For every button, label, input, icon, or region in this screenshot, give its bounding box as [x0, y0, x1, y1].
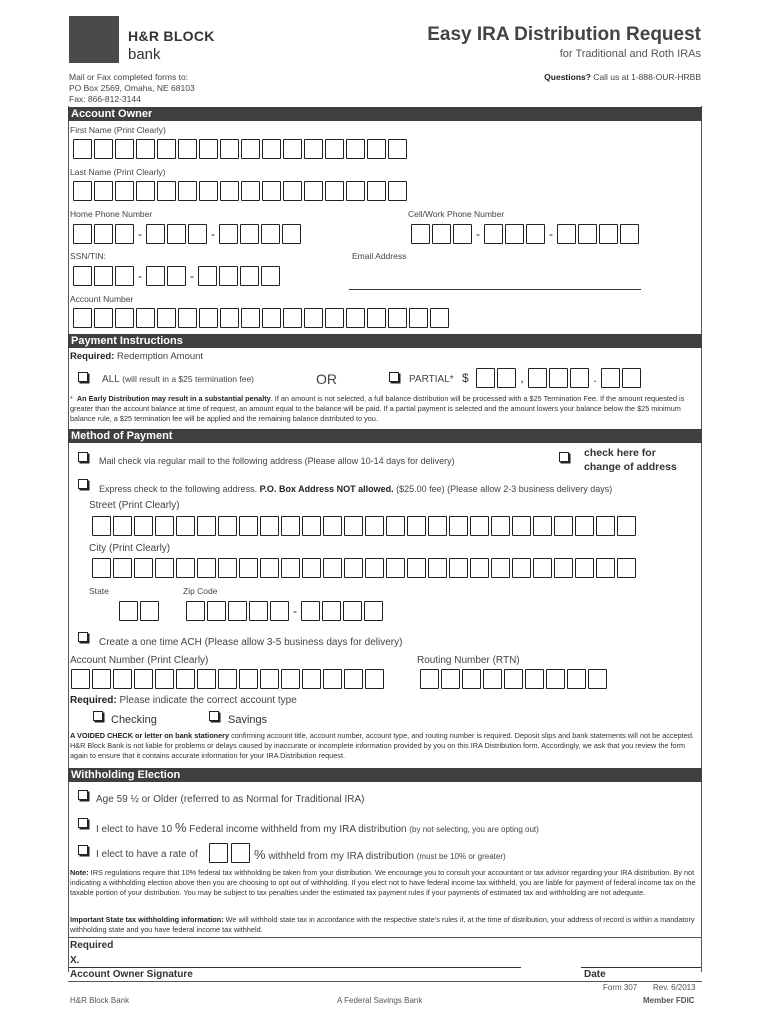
char-box[interactable]	[136, 181, 155, 201]
char-box[interactable]	[207, 601, 226, 621]
char-box[interactable]	[281, 558, 300, 578]
char-box[interactable]	[73, 266, 92, 286]
date-label: Date	[584, 969, 606, 980]
char-box[interactable]	[240, 224, 259, 244]
char-box[interactable]	[344, 558, 363, 578]
char-box[interactable]	[260, 669, 279, 689]
char-box[interactable]	[365, 558, 384, 578]
char-box[interactable]	[178, 181, 197, 201]
char-box[interactable]	[367, 139, 386, 159]
separator: ,	[520, 371, 524, 385]
form-number: Form 307	[603, 983, 638, 992]
char-box[interactable]	[113, 558, 132, 578]
char-box[interactable]	[617, 558, 636, 578]
char-box[interactable]	[428, 516, 447, 536]
char-box[interactable]	[557, 224, 576, 244]
char-box[interactable]	[199, 139, 218, 159]
char-box[interactable]	[365, 669, 384, 689]
char-box[interactable]	[209, 843, 228, 863]
char-box[interactable]	[240, 266, 259, 286]
account-number-label: Account Number	[70, 294, 134, 304]
char-box[interactable]	[449, 558, 468, 578]
char-box[interactable]	[344, 669, 363, 689]
email-input-line[interactable]	[349, 289, 641, 290]
section-withholding-election: Withholding Election	[68, 768, 702, 782]
char-box[interactable]	[470, 558, 489, 578]
char-box[interactable]	[554, 558, 573, 578]
char-box[interactable]	[167, 266, 186, 286]
rate-suffix: % withheld from my IRA distribution (must be 10% or greater)	[254, 847, 506, 862]
separator: -	[138, 227, 142, 241]
account-type-required: Required: Please indicate the correct account type	[70, 695, 297, 706]
cell-phone-label: Cell/Work Phone Number	[408, 209, 505, 219]
char-box[interactable]	[134, 669, 153, 689]
char-box[interactable]	[260, 516, 279, 536]
char-box[interactable]	[588, 669, 607, 689]
ten-percent-checkbox[interactable]	[78, 818, 88, 828]
char-box[interactable]	[364, 601, 383, 621]
savings-checkbox[interactable]	[209, 711, 219, 721]
form-subtitle: for Traditional and Roth IRAs	[559, 48, 701, 60]
char-box[interactable]	[92, 669, 111, 689]
ach-label: Create a one time ACH (Please allow 3-5 business days for delivery)	[99, 637, 403, 648]
char-box[interactable]	[220, 139, 239, 159]
separator: -	[211, 227, 215, 241]
char-box[interactable]	[261, 224, 280, 244]
char-box[interactable]	[199, 181, 218, 201]
ach-checkbox[interactable]	[78, 632, 88, 642]
char-box[interactable]	[92, 516, 111, 536]
char-box[interactable]	[176, 516, 195, 536]
char-box[interactable]	[407, 516, 426, 536]
char-box[interactable]	[322, 601, 341, 621]
char-box[interactable]	[249, 601, 268, 621]
char-box[interactable]	[388, 139, 407, 159]
all-option: ALL (will result in a $25 termination fee)	[102, 374, 255, 385]
footer-bank: H&R Block Bank	[70, 996, 130, 1005]
char-box[interactable]	[462, 669, 481, 689]
char-box[interactable]	[178, 308, 197, 328]
form-title: Easy IRA Distribution Request	[427, 24, 701, 45]
brand-sub: bank	[128, 46, 161, 63]
section-method-of-payment: Method of Payment	[68, 429, 702, 443]
char-box[interactable]	[119, 601, 138, 621]
char-box[interactable]	[136, 308, 155, 328]
mail-check-label: Mail check via regular mail to the following address (Please allow 10-14 days for delivery)	[99, 456, 455, 466]
account-number-input[interactable]	[73, 308, 449, 328]
char-box[interactable]	[430, 308, 449, 328]
char-box[interactable]	[94, 224, 113, 244]
char-box[interactable]	[115, 224, 134, 244]
char-box[interactable]	[239, 558, 258, 578]
char-box[interactable]	[197, 516, 216, 536]
char-box[interactable]	[599, 224, 618, 244]
express-label: Express check to the following address. P.O. Box Address NOT allowed. ($25.00 fee) (Please allow 2-3 business delivery days)	[99, 484, 613, 494]
char-box[interactable]	[176, 558, 195, 578]
char-box[interactable]	[73, 308, 92, 328]
rate-input[interactable]	[209, 843, 250, 863]
savings-label: Savings	[228, 714, 268, 726]
char-box[interactable]	[94, 181, 113, 201]
date-line[interactable]	[581, 967, 701, 968]
char-box[interactable]	[596, 516, 615, 536]
char-box[interactable]	[157, 181, 176, 201]
char-box[interactable]	[73, 181, 92, 201]
routing-label: Routing Number (RTN)	[417, 655, 520, 666]
char-box[interactable]	[484, 224, 503, 244]
redemption-required: Required: Redemption Amount	[70, 351, 204, 362]
char-box[interactable]	[491, 516, 510, 536]
char-box[interactable]	[136, 139, 155, 159]
signature-divider	[68, 937, 702, 938]
char-box[interactable]	[367, 181, 386, 201]
char-box[interactable]	[73, 139, 92, 159]
signature-label: Account Owner Signature	[70, 969, 193, 980]
char-box[interactable]	[325, 181, 344, 201]
char-box[interactable]	[325, 308, 344, 328]
separator: -	[138, 269, 142, 283]
ssn-label: SSN/TIN:	[70, 251, 106, 261]
first-name-input[interactable]	[73, 139, 407, 159]
char-box[interactable]	[155, 669, 174, 689]
char-box[interactable]	[388, 181, 407, 201]
char-box[interactable]	[197, 558, 216, 578]
city-input[interactable]	[92, 558, 636, 578]
char-box[interactable]	[596, 558, 615, 578]
char-box[interactable]	[92, 558, 111, 578]
char-box[interactable]	[512, 516, 531, 536]
home-phone-input[interactable]	[73, 224, 301, 244]
char-box[interactable]	[388, 308, 407, 328]
separator: -	[476, 227, 480, 241]
char-box[interactable]	[346, 139, 365, 159]
zip-input[interactable]	[186, 601, 383, 621]
char-box[interactable]	[441, 669, 460, 689]
char-box[interactable]	[525, 669, 544, 689]
char-box[interactable]	[407, 558, 426, 578]
char-box[interactable]	[115, 266, 134, 286]
char-box[interactable]	[241, 139, 260, 159]
char-box[interactable]	[155, 516, 174, 536]
ach-account-input[interactable]	[71, 669, 384, 689]
char-box[interactable]	[526, 224, 545, 244]
char-box[interactable]	[176, 669, 195, 689]
char-box[interactable]	[367, 308, 386, 328]
char-box[interactable]	[302, 669, 321, 689]
section-payment-instructions: Payment Instructions	[68, 334, 702, 348]
char-box[interactable]	[157, 139, 176, 159]
footer-fsb: A Federal Savings Bank	[337, 996, 423, 1005]
checking-checkbox[interactable]	[93, 711, 103, 721]
state-label: State	[89, 586, 109, 596]
char-box[interactable]	[115, 139, 134, 159]
email-label: Email Address	[352, 251, 407, 261]
char-box[interactable]	[575, 558, 594, 578]
char-box[interactable]	[188, 224, 207, 244]
first-name-label: First Name (Print Clearly)	[70, 125, 166, 135]
early-distribution-note: * An Early Distribution may result in a substantial penalty. If an amount is not selected, a full balance distribution will be processed with a $25 Termination Fee. If the amount requested is greater than the account balance at time of request, an amount equal to the balance will be paid. If a partial payment is selected and the amount lowers your balance below the $25 minimum balance rule, a $25 termination fee will be applied and the remaining balance distributed to you.	[70, 394, 685, 423]
revision: Rev. 6/2013	[653, 983, 696, 992]
city-label: City (Print Clearly)	[89, 543, 171, 554]
char-box[interactable]	[231, 843, 250, 863]
partial-amount-input[interactable]	[476, 368, 641, 388]
age-label: Age 59 ½ or Older (referred to as Normal for Traditional IRA)	[96, 794, 365, 805]
char-box[interactable]	[570, 368, 589, 388]
separator: -	[190, 269, 194, 283]
cell-phone-input[interactable]	[411, 224, 639, 244]
home-phone-label: Home Phone Number	[70, 209, 153, 219]
char-box[interactable]	[325, 139, 344, 159]
char-box[interactable]	[512, 558, 531, 578]
char-box[interactable]	[497, 368, 516, 388]
char-box[interactable]	[281, 669, 300, 689]
char-box[interactable]	[622, 368, 641, 388]
char-box[interactable]	[283, 308, 302, 328]
char-box[interactable]	[167, 224, 186, 244]
dollar-sign: $	[462, 371, 469, 385]
signature-x: X.	[70, 955, 80, 966]
char-box[interactable]	[302, 516, 321, 536]
change-address-label: check here for change of address	[584, 447, 677, 473]
char-box[interactable]	[365, 516, 384, 536]
footer-divider	[68, 981, 702, 982]
brand-name: H&R BLOCK	[128, 28, 215, 44]
char-box[interactable]	[409, 308, 428, 328]
char-box[interactable]	[601, 368, 620, 388]
state-tax-note: Important State tax withholding information: We will withhold state tax in accordance with the respective state's rules if, at the time of distribution, your address of record is within a mandatory withholding state and you have federal income tax withheld.	[70, 915, 695, 934]
char-box[interactable]	[115, 308, 134, 328]
ten-percent-label: I elect to have 10 % Federal income withheld from my IRA distribution (by not selecting, you are opting out)	[96, 820, 539, 835]
section-account-owner: Account Owner	[68, 107, 702, 121]
char-box[interactable]	[304, 139, 323, 159]
char-box[interactable]	[420, 669, 439, 689]
char-box[interactable]	[218, 558, 237, 578]
age-checkbox[interactable]	[78, 790, 88, 800]
char-box[interactable]	[281, 516, 300, 536]
char-box[interactable]	[304, 308, 323, 328]
char-box[interactable]	[575, 516, 594, 536]
partial-label: PARTIAL*	[409, 374, 454, 385]
char-box[interactable]	[323, 558, 342, 578]
char-box[interactable]	[533, 558, 552, 578]
char-box[interactable]	[239, 669, 258, 689]
rate-label: I elect to have a rate of	[96, 849, 198, 860]
char-box[interactable]	[134, 558, 153, 578]
irs-note: Note: IRS regulations require that 10% federal tax withholding be taken from your distribution. We encourage you to consult your accountant or tax advisor regarding your IRA distribution. By not indicating a withholding election above then you are choosing to opt out of withholding. If you elect not to have federal income tax withheld, you are liable for payment of federal income tax on the taxable portion of your distribution. You may be subject to tax penalties under the estimated tax payment rules if your payments of estimated tax and withholding are not adequate.	[70, 868, 696, 897]
char-box[interactable]	[476, 368, 495, 388]
char-box[interactable]	[228, 601, 247, 621]
char-box[interactable]	[219, 224, 238, 244]
routing-input[interactable]	[420, 669, 607, 689]
last-name-label: Last Name (Print Clearly)	[70, 167, 166, 177]
voided-check-note: A VOIDED CHECK or letter on bank stationery confirming account title, account number, account type, and routing number is required. Deposit slips and bank statements will not be accepted. H&R Block Bank is not liable for problems or delays caused by inaccurate or incomplete information provided by you on this IRA Distribution form. Accordingly, we ask that you review the form again to ensure that it contains accurate information for your IRA Distribution request.	[70, 731, 694, 760]
char-box[interactable]	[578, 224, 597, 244]
char-box[interactable]	[283, 139, 302, 159]
zip-label: Zip Code	[183, 586, 218, 596]
char-box[interactable]	[197, 669, 216, 689]
char-box[interactable]	[94, 139, 113, 159]
signature-required: Required	[70, 940, 114, 951]
ssn-input[interactable]	[73, 266, 280, 286]
char-box[interactable]	[323, 669, 342, 689]
all-checkbox[interactable]	[78, 372, 88, 382]
char-box[interactable]	[301, 601, 320, 621]
char-box[interactable]	[483, 669, 502, 689]
char-box[interactable]	[282, 224, 301, 244]
char-box[interactable]	[283, 181, 302, 201]
char-box[interactable]	[546, 669, 565, 689]
char-box[interactable]	[260, 558, 279, 578]
street-label: Street (Print Clearly)	[89, 500, 180, 511]
last-name-input[interactable]	[73, 181, 407, 201]
char-box[interactable]	[220, 308, 239, 328]
char-box[interactable]	[554, 516, 573, 536]
char-box[interactable]	[411, 224, 430, 244]
char-box[interactable]	[346, 308, 365, 328]
char-box[interactable]	[115, 181, 134, 201]
char-box[interactable]	[134, 516, 153, 536]
char-box[interactable]	[146, 224, 165, 244]
char-box[interactable]	[344, 516, 363, 536]
char-box[interactable]	[155, 558, 174, 578]
char-box[interactable]	[146, 266, 165, 286]
char-box[interactable]	[241, 308, 260, 328]
separator: -	[549, 227, 553, 241]
street-input[interactable]	[92, 516, 636, 536]
signature-line[interactable]	[69, 967, 521, 968]
char-box[interactable]	[505, 224, 524, 244]
char-box[interactable]	[219, 266, 238, 286]
checking-label: Checking	[111, 714, 157, 726]
char-box[interactable]	[157, 308, 176, 328]
char-box[interactable]	[73, 224, 92, 244]
char-box[interactable]	[261, 266, 280, 286]
char-box[interactable]	[528, 368, 547, 388]
char-box[interactable]	[302, 558, 321, 578]
char-box[interactable]	[386, 558, 405, 578]
separator: -	[293, 604, 297, 618]
footer-fdic: Member FDIC	[643, 996, 695, 1005]
char-box[interactable]	[71, 669, 90, 689]
mail-check-checkbox[interactable]	[78, 452, 88, 462]
state-input[interactable]	[119, 601, 159, 621]
char-box[interactable]	[220, 181, 239, 201]
char-box[interactable]	[428, 558, 447, 578]
char-box[interactable]	[617, 516, 636, 536]
char-box[interactable]	[178, 139, 197, 159]
char-box[interactable]	[491, 558, 510, 578]
rate-checkbox[interactable]	[78, 845, 88, 855]
char-box[interactable]	[567, 669, 586, 689]
or-text: OR	[316, 371, 337, 387]
char-box[interactable]	[620, 224, 639, 244]
char-box[interactable]	[304, 181, 323, 201]
separator: .	[593, 371, 597, 385]
express-checkbox[interactable]	[78, 479, 88, 489]
char-box[interactable]	[113, 516, 132, 536]
char-box[interactable]	[504, 669, 523, 689]
char-box[interactable]	[186, 601, 205, 621]
char-box[interactable]	[218, 516, 237, 536]
char-box[interactable]	[386, 516, 405, 536]
brand-logo-mark	[69, 16, 119, 63]
char-box[interactable]	[470, 516, 489, 536]
char-box[interactable]	[262, 308, 281, 328]
char-box[interactable]	[270, 601, 289, 621]
mail-address: Mail or Fax completed forms to: PO Box 2569, Omaha, NE 68103 Fax: 866-812-3144	[69, 72, 195, 104]
char-box[interactable]	[140, 601, 159, 621]
char-box[interactable]	[549, 368, 568, 388]
char-box[interactable]	[533, 516, 552, 536]
ach-account-label: Account Number (Print Clearly)	[70, 655, 209, 666]
char-box[interactable]	[199, 308, 218, 328]
char-box[interactable]	[113, 669, 132, 689]
char-box[interactable]	[241, 181, 260, 201]
partial-checkbox[interactable]	[389, 372, 399, 382]
char-box[interactable]	[262, 181, 281, 201]
char-box[interactable]	[94, 308, 113, 328]
questions-line: Questions? Call us at 1-888-OUR-HRBB	[544, 72, 701, 82]
change-address-checkbox[interactable]	[559, 452, 569, 462]
char-box[interactable]	[94, 266, 113, 286]
char-box[interactable]	[449, 516, 468, 536]
char-box[interactable]	[453, 224, 472, 244]
char-box[interactable]	[343, 601, 362, 621]
char-box[interactable]	[432, 224, 451, 244]
char-box[interactable]	[239, 516, 258, 536]
char-box[interactable]	[262, 139, 281, 159]
char-box[interactable]	[346, 181, 365, 201]
char-box[interactable]	[218, 669, 237, 689]
char-box[interactable]	[323, 516, 342, 536]
char-box[interactable]	[198, 266, 217, 286]
